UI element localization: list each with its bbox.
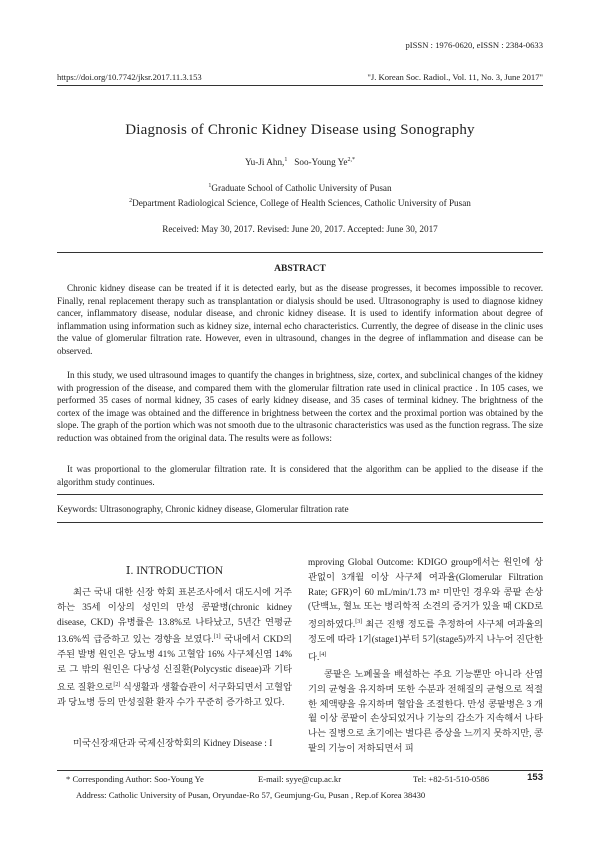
footer-rule: [57, 770, 543, 771]
abstract-paragraph-1: Chronic kidney disease can be treated if it is detected early, but as the disease progresses, it becomes impossible to recover. Finally, renal replacement therapy such as transplantation or dialysis should be used. Ultrasonography is used to diagnose kidney cancer, inflammatory disease, nodular disease, and chronic kidney disease. It is used to identify information about degree of inflammation using information such as kidney size, internal echo characteristics. Currently, the degree of disease in the clinic uses the value of glomerular filtration rate. However, even in ultrasound, changes in the degree of inflammation and disease can be observed.: [57, 283, 543, 356]
keywords: Keywords: Ultrasonography, Chronic kidney disease, Glomerular filtration rate: [57, 504, 349, 514]
address: Address: Catholic University of Pusan, Oryundae-Ro 57, Geumjung-Gu, Pusan , Rep.of Korea 38430: [76, 790, 426, 800]
issn-line: pISSN : 1976-0620, eISSN : 2384-0633: [405, 40, 543, 50]
authors: Yu-Ji Ahn,$^1$ Soo-Young $Ye^{2,*}$: [245, 157, 355, 168]
abstract-top-rule: [57, 252, 543, 253]
intro-paragraph-1: 최근 국내 대한 신장 학회 표본조사에서 대도시에 거주하는 35세 이상의 성인의 만성 콩팥병(chronic kidney disease, CKD) 유병률은 13.8%로 나타났고, 5년간 연평균 13.6%씩 급증하고 있는 경향을 보였다.[1] 국내에서 CKD의 주된 발병 원인은 당뇨병 41% 고혈압 16% 사구체신염 14%로 그 밖의 원인은 다낭성 신질환(Polycystic diseae)과 기타 요로 질환으로[2] 식생활과 생활습관이 서구화되면서 고혈압과 당뇨병 등의 만성질환 환자 수가 꾸준히 증가하고 있다.: [57, 588, 292, 708]
abstract-bottom-rule: [57, 494, 543, 495]
affiliation-2: $^2$Department Radiological Science, College of Health Sciences, Catholic University of Pusan: [129, 198, 471, 209]
right-paragraph-2: 콩팥은 노폐물을 배설하는 주요 기능뿐만 아니라 산염기의 균형을 유지하며 또한 수분과 전해질의 균형으로 적절한 체액량을 유지하며 혈압을 조절한다. 만성 콩팥병은 3 개월 이상 콩팥이 손상되었거나 기능의 감소가 지속해서 나타나는 질병으로 초기에는 별다른 증상을 느끼지 못하지만, 콩팥의 기능이 저하되면서 피: [308, 670, 543, 754]
telephone: Tel: +82-51-510-0586: [413, 774, 490, 784]
journal-citation: "J. Korean Soc. Radiol., Vol. 11, No. 3, June 2017": [367, 72, 543, 82]
author-2: Soo-Young Ye: [294, 157, 348, 168]
author-1: Yu-Ji Ahn,: [245, 157, 285, 168]
right-paragraph-1: mproving Global Outcome: KDIGO group에서는 원인에 상관없이 3개월 이상 사구체 여과율(Glomerular Filtration Rate; GFR)이 60 mL/min/1.73 m² 미만인 경우와 콩팥 손상(단백뇨, 혈뇨 또는 병리학적 소견의 증거가 있을 때 CKD로 정의하였다.[3] 최근 진행 정도를 추정하여 사구체 여과율의 정도에 따라 1기(stage1)부터 5기(stage5)까지 나누어 진단한다.[4]: [308, 558, 543, 663]
intro-paragraph-2: 미국신장재단과 국제신장학회의 Kidney Disease : I: [73, 739, 273, 749]
abstract-heading: ABSTRACT: [274, 264, 326, 274]
keywords-rule: [57, 522, 543, 523]
email[interactable]: E-mail: syye@cup.ac.kr: [258, 774, 342, 784]
doi-link[interactable]: https://doi.org/10.7742/jksr.2017.11.3.153: [57, 72, 202, 82]
paper-title: Diagnosis of Chronic Kidney Disease using Sonography: [125, 122, 475, 138]
section-title: Ⅰ. INTRODUCTION: [125, 565, 224, 577]
abstract-paragraph-2: In this study, we used ultrasound images to quantify the changes in brightness, size, cortex, and subclinical changes of the kidney with progression of the disease, and compared them with the glomerular filtration rate used in clinical practice . In 105 cases, we performed 35 cases of normal kidney, 35 cases of early kidney disease, and 35 cases of terminal kidney. The brightness of the cortex of the image was obtained and the difference in brightness between the cortex and the proximal portion was obtained by the slope. The graph of the portion which was not smooth due to the ultrasonic characteristics was used as the function regrass. The size reduction was obtained from the original data. The results were as follows:: [57, 370, 543, 443]
corresponding-author: * Corresponding Author: Soo-Young Ye: [66, 774, 204, 784]
dates-line: Received: May 30, 2017. Revised: June 20, 2017. Accepted: June 30, 2017: [162, 224, 438, 234]
abstract-paragraph-3: It was proportional to the glomerular filtration rate. It is considered that the algorithm can be applied to the disease if the algorithm study continues.: [57, 464, 543, 487]
affiliation-1: $^1$Graduate School of Catholic University of Pusan: [208, 183, 392, 194]
header-rule: [57, 85, 543, 86]
page-number: 153: [527, 772, 543, 783]
